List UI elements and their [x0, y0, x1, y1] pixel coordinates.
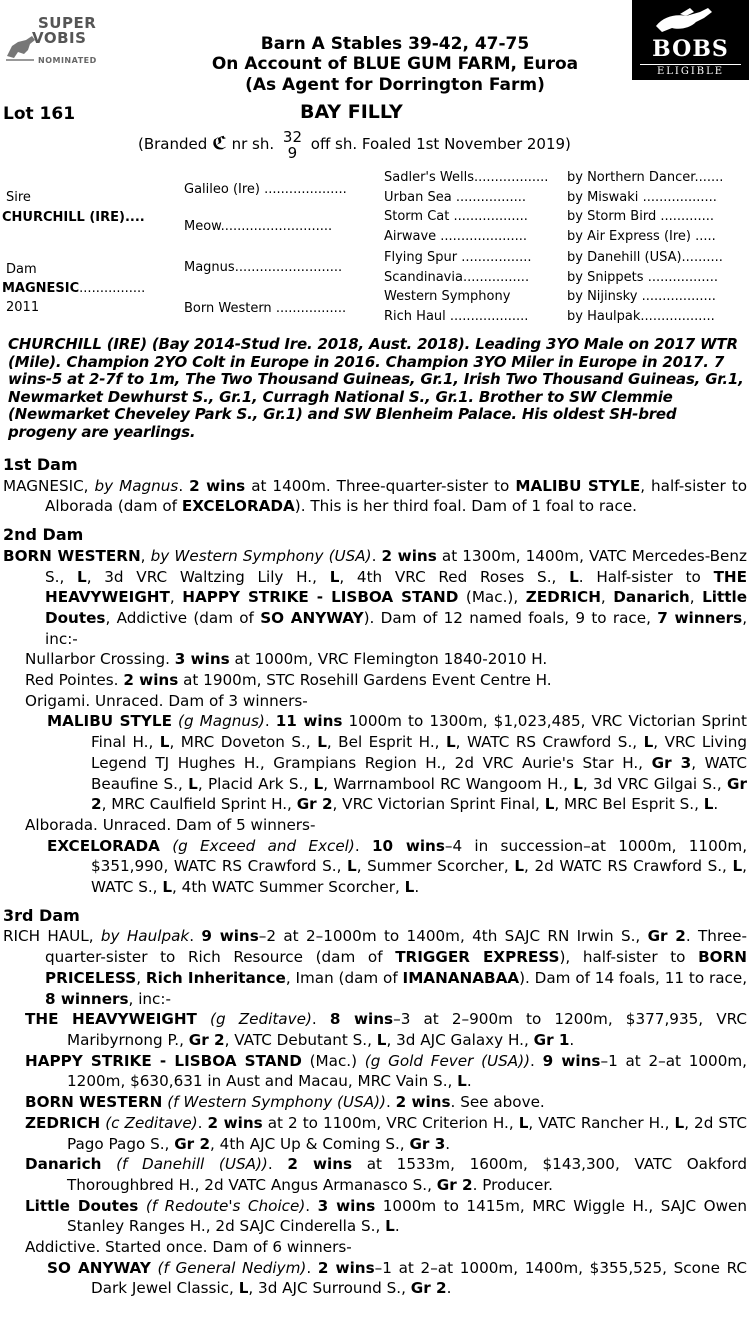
dam-label: Dam — [6, 262, 37, 277]
g-rich-haul-by: by Haulpak.................. — [567, 309, 715, 324]
g-urban-sea-by: by Miswaki .................. — [567, 190, 717, 205]
produce-excelorada: EXCELORADA (g Exceed and Excel). 10 wins–4 in succession–at 1000m, 1100m, $351,990, WATC RS Crawford S., L, Summer Scorcher, L, 2d WATC RS Crawford S., L, WATC S., L, 4th WATC Summer Scorcher, L. — [47, 836, 748, 897]
dam-dam: Born Western ................. — [184, 301, 347, 316]
lot-description: BAY FILLY — [300, 101, 403, 123]
sire-name: CHURCHILL (IRE).... — [2, 210, 145, 225]
produce-the-heavyweight: THE HEAVYWEIGHT (g Zeditave). 8 wins–3 at 2–900m to 1200m, $377,935, VRC Maribyrnong P., Gr 2, VATC Debutant S., L, 3d AJC Galaxy H., Gr 1. — [25, 1010, 748, 1049]
lot-number: Lot 161 — [3, 104, 76, 124]
section-heading-first-dam: 1st Dam — [3, 455, 78, 474]
produce-happy-strike: HAPPY STRIKE - LISBOA STAND (Mac.) (g Gold Fever (USA)). 9 wins–1 at 2–at 1000m, 1200m, $630,631 in Aust and Macau, MRC Vain S., L. — [25, 1051, 747, 1091]
g-sadlers-wells-by: by Northern Dancer....... — [567, 170, 724, 185]
dam-sire: Magnus.......................... — [184, 260, 343, 275]
produce-origami: Origami. Unraced. Dam of 3 winners- — [25, 691, 308, 710]
produce-zedrich: ZEDRICH (c Zeditave). 2 wins at 2 to 1100m, VRC Criterion H., L, VATC Rancher H., L, 2d STC Pago Pago S., Gr 2, 4th AJC Up & Coming S., Gr 3. — [25, 1113, 748, 1153]
agent-line: (As Agent for Dorrington Farm) — [245, 75, 545, 95]
produce-malibu-style: MALIBU STYLE (g Magnus). 11 wins 1000m to 1300m, $1,023,485, VRC Victorian Sprint Final H., L, MRC Doveton S., L, Bel Esprit H., L, WATC RS Crawford S., L, VRC Living Legend TJ Hughes H., Grampians Region H., 2d VRC Aurie's Star H., Gr 3, WATC Beaufine S., L, Placid Ark S., L, Warrnambool RC Wangoom H., L, 3d VRC Gilgai S., Gr 2, MRC Caulfield Sprint H., Gr 2, VRC Victorian Sprint Final, L, MRC Bel Esprit S., L. — [47, 712, 747, 814]
g-airwave-by: by Air Express (Ire) ..... — [567, 229, 716, 244]
g-sadlers-wells: Sadler's Wells.................. — [384, 170, 549, 185]
produce-nullarbor-crossing: Nullarbor Crossing. 3 wins at 1000m, VRC Flemington 1840-2010 H. — [25, 650, 548, 669]
produce-red-pointes: Red Pointes. 2 wins at 1900m, STC Rosehill Gardens Event Centre H. — [25, 671, 552, 690]
third-dam-entry: RICH HAUL, by Haulpak. 9 wins–2 at 2–1000m to 1400m, 4th SAJC RN Irwin S., Gr 2. Three-quarter-sister to Rich Resource (dam of TRIGGER EXPRESS), half-sister to BORN PRICELESS, Rich Inheritance, Iman (dam of IMANANABAA). Dam of 14 foals, 11 to race, 8 winners, inc:- — [3, 927, 748, 1008]
catalogue-body — [3, 455, 747, 1299]
g-flying-spur: Flying Spur ................. — [384, 250, 532, 265]
g-western-symphony-by: by Nijinsky .................. — [567, 289, 716, 304]
g-scandinavia-by: by Snippets ................. — [567, 270, 718, 285]
g-airwave: Airwave ..................... — [384, 229, 528, 244]
g-rich-haul: Rich Haul ................... — [384, 309, 529, 324]
produce-alborada: Alborada. Unraced. Dam of 5 winners- — [25, 815, 316, 834]
sire-blurb: CHURCHILL (IRE) (Bay 2014-Stud Ire. 2018, Aust. 2018). Leading 3YO Male on 2017 WTR (Mile). Champion 2YO Colt in Europe in 2016. Champion 3YO Miler in Europe in 2017. 7 wins-5 at 2-7f to 1m, The Two Thousand Guineas, Gr.1, Irish Two Thousand Guineas, Gr.1, Newmarket Dewhurst S., Gr.1, Curragh National S., Gr.1. Brother to SW Clemmie (Newmarket Cheveley Park S., Gr.1) and SW Blenheim Palace. His oldest SH-bred progeny are yearlings. — [8, 335, 744, 441]
section-heading-second-dam: 2nd Dam — [3, 525, 84, 545]
brand-mark: ℭ — [212, 133, 227, 154]
first-dam-entry: MAGNESIC, by Magnus. 2 wins at 1400m. Three-quarter-sister to MALIBU STYLE, half-sister to Alborada (dam of EXCELORADA). This is her third foal. Dam of 1 foal to race. — [3, 476, 747, 516]
racehorse-icon — [650, 4, 730, 36]
g-western-symphony: Western Symphony — [384, 289, 511, 304]
nominated-label: NOMINATED — [38, 56, 97, 65]
second-dam-entry: BORN WESTERN, by Western Symphony (USA). 2 wins at 1300m, 1400m, VATC Mercedes-Benz S., L, 3d VRC Waltzing Lily H., L, 4th VRC Red Roses S., L. Half-sister to THE HEAVYWEIGHT, HAPPY STRIKE - LISBOA STAND (Mac.), ZEDRICH, Danarich, Little Doutes, Addictive (dam of SO ANYWAY). Dam of 12 named foals, 9 to race, 7 winners, inc:- — [3, 546, 748, 648]
g-urban-sea: Urban Sea ................. — [384, 190, 527, 205]
sire-dam: Meow........................... — [184, 219, 333, 234]
g-flying-spur-by: by Danehill (USA).......... — [567, 250, 723, 265]
bobs-eligible-badge: BOBS ELIGIBLE — [632, 0, 749, 80]
g-storm-cat: Storm Cat .................. — [384, 209, 528, 224]
dam-year: 2011 — [6, 300, 40, 315]
brand-fraction: 32 9 — [282, 127, 302, 162]
g-scandinavia: Scandinavia................ — [384, 270, 530, 285]
super-vobis-text: SUPER VOBIS — [32, 14, 97, 47]
dam-name: MAGNESIC................ — [2, 281, 146, 296]
g-storm-cat-by: by Storm Bird ............. — [567, 209, 715, 224]
produce-addictive: Addictive. Started once. Dam of 6 winners- — [25, 1238, 352, 1257]
vendor-account: On Account of BLUE GUM FARM, Euroa — [211, 54, 579, 74]
produce-born-western: BORN WESTERN (f Western Symphony (USA)). 2 wins. See above. — [25, 1093, 545, 1112]
sire-sire: Galileo (Ire) .................... — [184, 182, 347, 197]
produce-danarich: Danarich (f Danehill (USA)). 2 wins at 1533m, 1600m, $143,300, VATC Oakford Thoroughbred H., 2d VATC Angus Armanasco S., Gr 2. Producer. — [25, 1155, 748, 1194]
produce-so-anyway: SO ANYWAY (f General Nediym). 2 wins–1 at 2–at 1000m, 1400m, $355,525, Scone RC Dark Jewel Classic, L, 3d AJC Surround S., Gr 2. — [47, 1258, 748, 1298]
sire-label: Sire — [6, 190, 31, 205]
barn-location: Barn A Stables 39-42, 47-75 — [260, 34, 530, 54]
section-heading-third-dam: 3rd Dam — [3, 905, 80, 925]
produce-little-doutes: Little Doutes (f Redoute's Choice). 3 wins 1000m to 1415m, MRC Wiggle H., SAJC Owen Stanley Ranges H., 2d SAJC Cinderella S., L. — [25, 1196, 747, 1236]
brand-line: (Branded ℭ nr sh. 32 9 off sh. Foaled 1st November 2019) — [138, 127, 571, 162]
